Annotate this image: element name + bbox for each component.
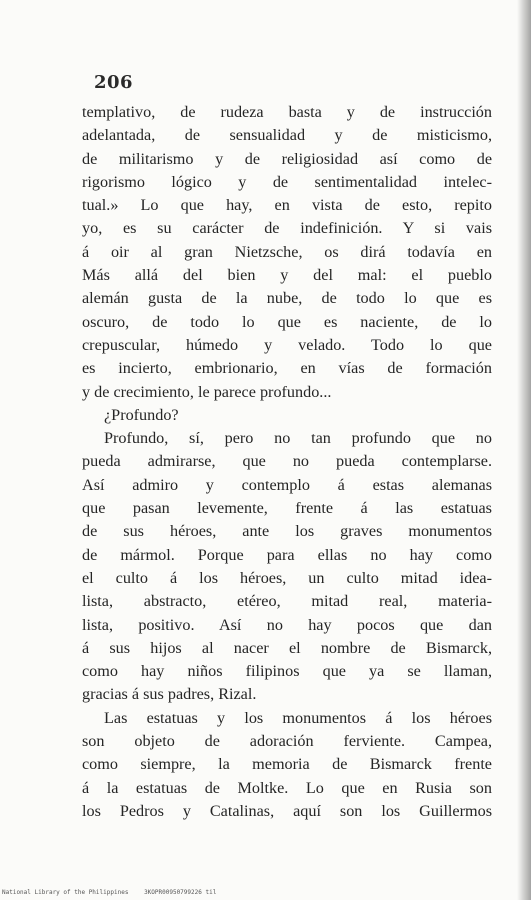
footer-library: National Library of the Philippines bbox=[2, 889, 129, 896]
text-line: Las estatuas y los monumentos á los héroes bbox=[104, 708, 492, 727]
text-line: lista, positivo. Así no hay pocos que dan bbox=[82, 615, 492, 634]
text-line: Así admiro y contemplo á estas alemanas bbox=[82, 475, 492, 494]
text-line: yo, es su carácter de indefinición. Y si vais bbox=[82, 219, 492, 238]
footer-code: 3KOPR00950799226 til bbox=[144, 889, 217, 896]
text-line: templativo, de rudeza basta y de instrucción bbox=[82, 103, 492, 121]
page-edge-shadow bbox=[517, 0, 531, 900]
text-line: de mármol. Porque para ellas no hay como bbox=[82, 545, 492, 564]
text-line: los Pedros y Catalinas, aquí son los Guillermos bbox=[82, 801, 492, 820]
text-line: Profundo, sí, pero no tan profundo que no bbox=[104, 429, 492, 448]
text-line: rigorismo lógico y de sentimentalidad intelec- bbox=[82, 172, 492, 191]
text-line: crepuscular, húmedo y velado. Todo lo que bbox=[82, 335, 492, 354]
text-line: alemán gusta de la nube, de todo lo que es bbox=[82, 289, 492, 308]
text-line: tual.» Lo que hay, en vista de esto, repito bbox=[82, 196, 492, 215]
text-line: lista, abstracto, etéreo, mitad real, materia- bbox=[82, 592, 492, 611]
text-line: oscuro, de todo lo que es naciente, de lo bbox=[82, 312, 492, 331]
scan-footer bbox=[2, 889, 228, 896]
text-line: de militarismo y de religiosidad así como de bbox=[82, 149, 492, 168]
text-line: y de crecimiento, le parece profundo... bbox=[82, 382, 332, 401]
text-line: ¿Profundo? bbox=[104, 405, 179, 424]
text-line: el culto á los héroes, un culto mitad idea- bbox=[82, 568, 492, 587]
text-line: que pasan levemente, frente á las estatuas bbox=[82, 499, 492, 518]
body-text bbox=[82, 101, 492, 823]
text-line: á oir al gran Nietzsche, os dirá todavía en bbox=[82, 242, 492, 261]
text-line: como siempre, la memoria de Bismarck frente bbox=[82, 755, 492, 774]
text-line: es incierto, embrionario, en vías de formación bbox=[82, 359, 492, 378]
text-line: á sus hijos al nacer el nombre de Bismarck, bbox=[82, 638, 492, 657]
text-line: de sus héroes, ante los graves monumentos bbox=[82, 522, 492, 541]
text-line: como hay niños filipinos que ya se llaman, bbox=[82, 662, 492, 681]
text-line: Más allá del bien y del mal: el pueblo bbox=[82, 266, 492, 285]
text-line: gracias á sus padres, Rizal. bbox=[82, 685, 257, 704]
text-line: adelantada, de sensualidad y de misticismo, bbox=[82, 126, 492, 145]
text-line: pueda admirarse, que no pueda contemplarse. bbox=[82, 452, 492, 471]
text-line: á la estatuas de Moltke. Lo que en Rusia son bbox=[82, 778, 492, 797]
text-line: son objeto de adoración ferviente. Campea, bbox=[82, 732, 492, 751]
page-number: 206 bbox=[94, 72, 134, 93]
